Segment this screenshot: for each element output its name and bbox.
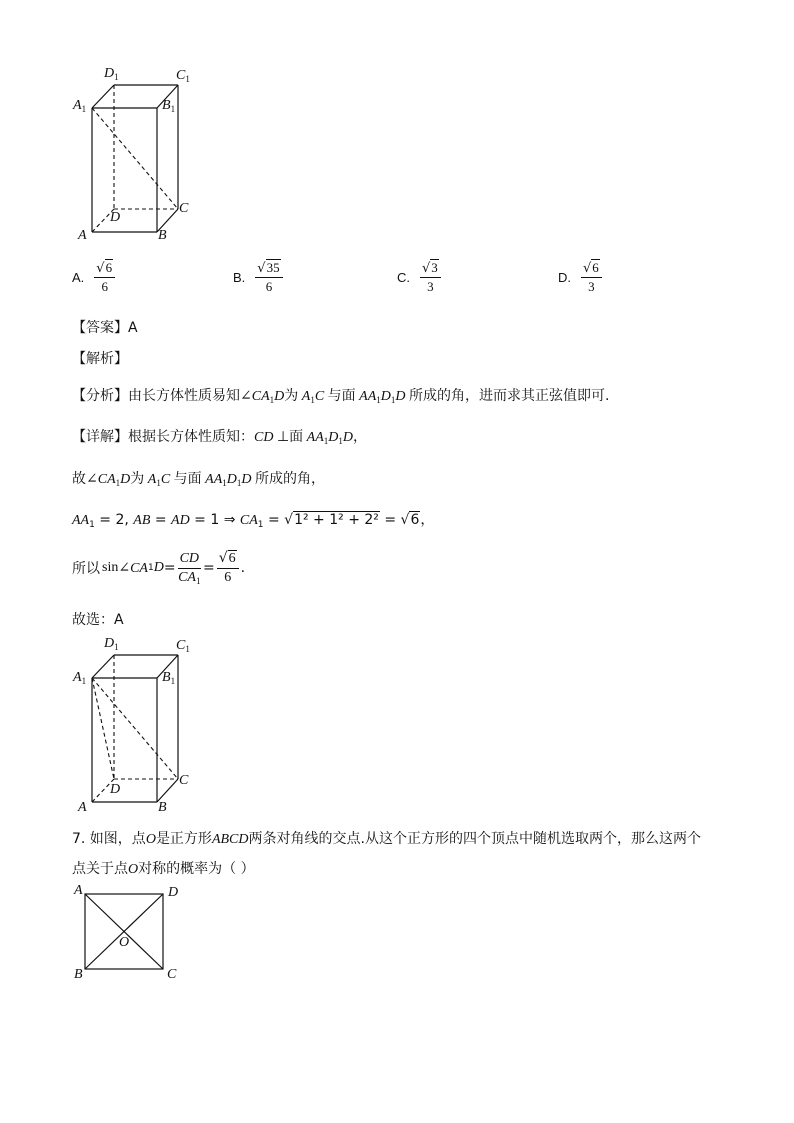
option-b[interactable]: B. $\frac{√35}{6}$ xyxy=(233,260,285,295)
option-a[interactable]: A. $\frac{√6}{6}$ xyxy=(72,260,117,295)
gu-line: 故$\angle CA_1D$为 $A_1C$ 与面 $AA_1D_1D$ 所成的角， xyxy=(72,471,326,488)
xiangjie-line: 【详解】根据长方体性质知：CD ⊥面 $AA_1D_1D$， xyxy=(72,429,368,446)
diagonal-a1c xyxy=(92,108,178,209)
analysis-heading: 【解析】 xyxy=(72,351,128,367)
calc-line: $AA_1 = 2$, AB = AD = 1 ⇒ $CA_1 = √1^2 + 1^2 + 2^2 = √6$， xyxy=(72,512,435,530)
prism-figure-1 xyxy=(70,62,200,247)
label-d: D xyxy=(110,210,121,225)
label-d: D xyxy=(110,782,121,797)
label-a: A xyxy=(78,228,87,243)
label-c1: $C_1$ xyxy=(176,638,190,654)
label-d1: $D_1$ xyxy=(104,66,119,82)
diagonal-a1d xyxy=(92,678,114,779)
choose-line: 故选：A xyxy=(72,612,124,628)
prism-figure-2 xyxy=(70,632,200,817)
diagonal-a1c xyxy=(92,678,178,779)
fenxi-line: 【分析】由长方体性质易知$\angle CA_1D$为 $A_1C$ 与面 $AA_1D_1D$ 所成的角，进而求其正弦值即可. xyxy=(72,388,610,405)
label-b: B xyxy=(158,228,167,243)
edge xyxy=(157,779,178,802)
label-a1: $A_1$ xyxy=(73,98,87,114)
label-sq-d: D xyxy=(168,885,179,900)
label-a: A xyxy=(78,800,87,815)
label-b1: $B_1$ xyxy=(162,98,176,114)
label-sq-c: C xyxy=(167,967,177,982)
edge xyxy=(92,85,114,108)
label-d1: $D_1$ xyxy=(104,636,119,652)
sin-line: 所以 sin ∠CA 1 D = $\frac{CD}{CA_1}$ = $\frac{√6}{6}$ . xyxy=(72,550,246,586)
q7-line2: 点关于点O对称的概率为（ ） xyxy=(72,861,255,877)
q7-line1: 7. 如图，点O是正方形ABCD两条对角线的交点.从这个正方形的四个顶点中随机选取两个，那么这两个 xyxy=(72,831,701,847)
option-d[interactable]: D. $\frac{√6}{3}$ xyxy=(558,260,604,295)
label-sq-b: B xyxy=(74,967,83,982)
label-sq-o: O xyxy=(119,935,130,950)
label-c: C xyxy=(179,201,189,216)
label-sq-a: A xyxy=(74,883,83,898)
option-c[interactable]: C. $\frac{√3}{3}$ xyxy=(397,260,443,295)
label-a1: $A_1$ xyxy=(73,670,87,686)
label-b: B xyxy=(158,800,167,815)
square-figure xyxy=(84,893,166,973)
edge xyxy=(92,655,114,678)
label-c1: $C_1$ xyxy=(176,68,190,84)
label-b1: $B_1$ xyxy=(162,670,176,686)
answer-line: 【答案】A xyxy=(72,320,138,336)
label-c: C xyxy=(179,773,189,788)
